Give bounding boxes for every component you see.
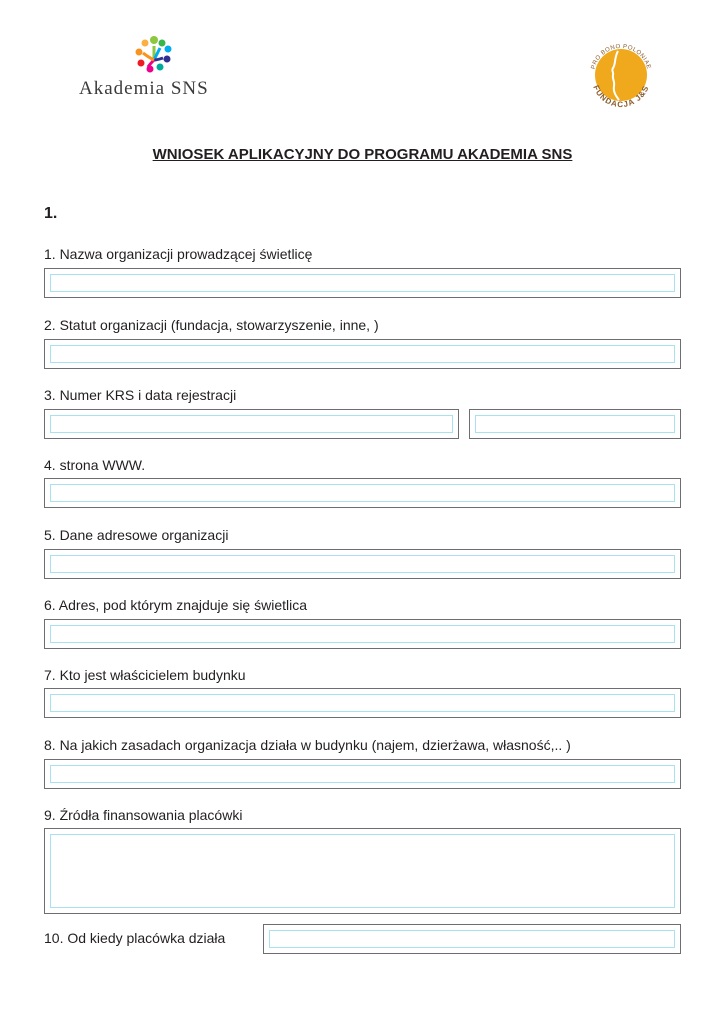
field-4-label: 4. strona WWW. [44, 457, 146, 473]
funding-sources-textarea[interactable] [50, 834, 675, 908]
field-1-label: 1. Nazwa organizacji prowadzącej świetlicę [44, 246, 313, 262]
operating-since-input[interactable] [269, 930, 675, 948]
field-6-label: 6. Adres, pod którym znajduje się świetlica [44, 597, 308, 613]
center-address-box [44, 619, 681, 649]
statute-box [44, 339, 681, 369]
organization-address-box [44, 549, 681, 579]
website-box [44, 478, 681, 508]
statute-input[interactable] [50, 345, 675, 363]
field-10-label: 10. Od kiedy placówka działa [44, 930, 226, 946]
building-terms-input[interactable] [50, 765, 675, 783]
field-5-label: 5. Dane adresowe organizacji [44, 527, 229, 543]
krs-number-box [44, 409, 459, 439]
organization-name-input[interactable] [50, 274, 675, 292]
krs-number-input[interactable] [50, 415, 453, 433]
funding-sources-box [44, 828, 681, 914]
section-number: 1. [44, 205, 58, 222]
organization-name-box [44, 268, 681, 298]
organization-address-input[interactable] [50, 555, 675, 573]
registration-date-input[interactable] [475, 415, 675, 433]
field-9-label: 9. Źródła finansowania placówki [44, 807, 243, 823]
akademia-sns-logo [76, 34, 236, 100]
fundacja-js-logo [580, 34, 662, 116]
building-owner-input[interactable] [50, 694, 675, 712]
akademia-sns-logo-text: Akademia SNS [79, 78, 209, 99]
center-address-input[interactable] [50, 625, 675, 643]
logo-arc-bottom-text: FUNDACJA J&S [591, 83, 651, 110]
building-owner-box [44, 688, 681, 718]
akademia-sns-figures-icon [132, 34, 178, 78]
registration-date-box [469, 409, 681, 439]
fundacja-js-emblem-icon [580, 34, 662, 116]
field-2-label: 2. Statut organizacji (fundacja, stowarzyszenie, inne, ) [44, 317, 379, 333]
operating-since-box [263, 924, 681, 954]
page-title: WNIOSEK APLIKACYJNY DO PROGRAMU AKADEMIA SNS [152, 146, 573, 163]
logo-arc-top-text: PRO BONO POLONIAE [590, 43, 652, 71]
website-input[interactable] [50, 484, 675, 502]
field-8-label: 8. Na jakich zasadach organizacja działa w budynku (najem, dzierżawa, własność,.. ) [44, 737, 571, 753]
field-3-label: 3. Numer KRS i data rejestracji [44, 387, 237, 403]
building-terms-box [44, 759, 681, 789]
field-7-label: 7. Kto jest właścicielem budynku [44, 667, 246, 683]
